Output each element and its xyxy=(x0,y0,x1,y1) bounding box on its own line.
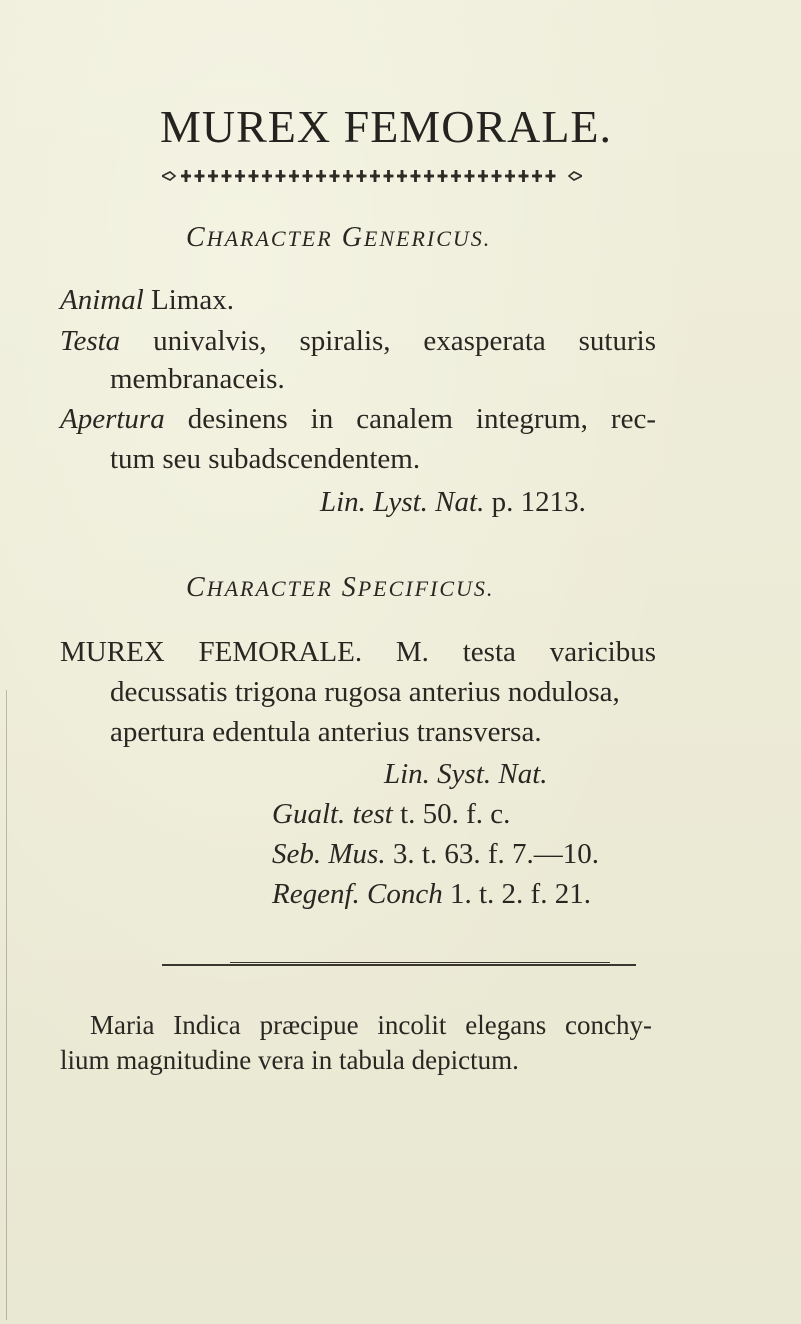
page-title: MUREX FEMORALE. xyxy=(160,101,613,152)
heading-character-genericus: CHARACTER GENERICUS. xyxy=(186,222,492,253)
heading-character-specificus: CHARACTER SPECIFICUS. xyxy=(186,572,495,603)
ornament-cross xyxy=(357,170,367,182)
apertura-line-1: Apertura desinens in canalem integrum, rec- xyxy=(60,403,656,435)
ornament-cross xyxy=(546,170,556,182)
ornament-cross xyxy=(370,170,380,182)
apertura-line-2: tum seu subadscendentem. xyxy=(110,443,421,475)
section-rule xyxy=(162,964,636,966)
reference-seba: Seb. Mus. 3. t. 63. f. 7.—10. xyxy=(272,838,600,870)
ornament-divider xyxy=(162,168,582,184)
ornament-cross xyxy=(478,170,488,182)
note-line-1: Maria Indica præcipue incolit elegans conchy- xyxy=(90,1010,652,1040)
animal-line: Animal Limax. xyxy=(60,284,234,316)
section-rule-thin xyxy=(230,962,610,963)
reference-gualtieri: Gualt. test t. 50. f. c. xyxy=(272,798,511,830)
reference-linnaeus: Lin. Syst. Nat. xyxy=(384,758,548,790)
species-line-3: apertura edentula anterius transversa. xyxy=(110,716,542,748)
reference-regenfuss: Regenf. Conch 1. t. 2. f. 21. xyxy=(272,878,591,910)
ornament-cross xyxy=(451,170,461,182)
ornament-cross xyxy=(235,170,245,182)
ornament-cross xyxy=(181,170,191,182)
ornament-cross xyxy=(343,170,353,182)
ornament-cross xyxy=(208,170,218,182)
ornament-cross xyxy=(330,170,340,182)
page-edge-line xyxy=(6,690,7,1320)
ornament-cross xyxy=(397,170,407,182)
ornament-cross xyxy=(303,170,313,182)
testa-line-2: membranaceis. xyxy=(110,363,285,395)
ornament-end-cap xyxy=(162,172,175,180)
ornament-cross xyxy=(262,170,272,182)
ornament-cross xyxy=(532,170,542,182)
ornament-cross xyxy=(289,170,299,182)
ornament-end-cap xyxy=(569,172,582,180)
ornament-cross xyxy=(438,170,448,182)
ornament-cross xyxy=(195,170,205,182)
ornament-cross xyxy=(222,170,232,182)
ornament-cross xyxy=(384,170,394,182)
species-line-1: MUREX FEMORALE. M. testa varicibus xyxy=(60,636,656,668)
ornament-cross xyxy=(505,170,515,182)
ornament-cross xyxy=(424,170,434,182)
note-line-2: lium magnitudine vera in tabula depictum. xyxy=(60,1045,519,1075)
testa-line-1: Testa univalvis, spiralis, exasperata suturis xyxy=(60,325,656,357)
species-line-2: decussatis trigona rugosa anterius nodulosa, xyxy=(110,676,620,708)
ornament-cross xyxy=(492,170,502,182)
ornament-cross xyxy=(465,170,475,182)
ornament-cross xyxy=(519,170,529,182)
ornament-cross xyxy=(249,170,259,182)
ornament-cross xyxy=(411,170,421,182)
generic-reference: Lin. Lyst. Nat. p. 1213. xyxy=(320,486,586,518)
ornament-cross xyxy=(316,170,326,182)
ornament-cross xyxy=(276,170,286,182)
